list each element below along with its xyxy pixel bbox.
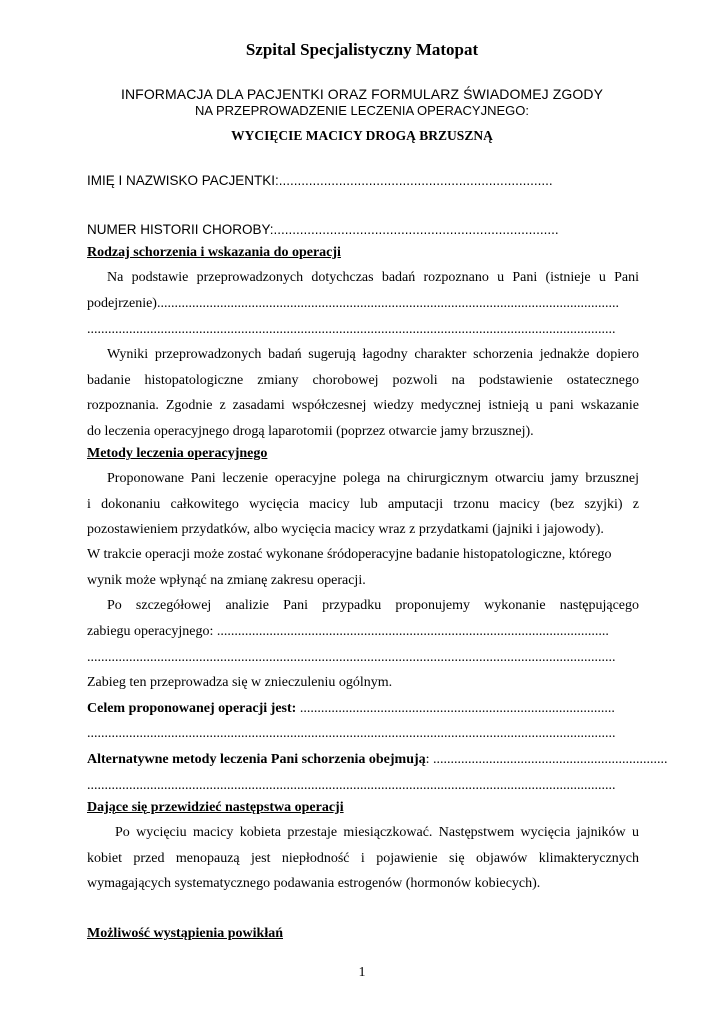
paragraph-line: Po szczegółowej analizie Pani przypadku proponujemy wykonanie następującego: [107, 598, 639, 613]
paragraph-line: Na podstawie przeprowadzonych dotychczas badań rozpoznano u Pani (istnieje u Pani: [107, 270, 639, 285]
anesthesia-note: Zabieg ten przeprowadza się w znieczuleniu ogólnym.: [87, 675, 393, 690]
alternatives-label: Alternatywne metody leczenia Pani schorzenia obejmują: [87, 752, 426, 767]
paragraph-line: wynik może wpłynąć na zmianę zakresu operacji.: [87, 573, 366, 588]
goal-label: Celem proponowanej operacji jest:: [87, 701, 297, 716]
alternatives-field[interactable]: [87, 752, 668, 768]
paragraph-line: Proponowane Pani leczenie operacyjne polega na chirurgicznym otwarciu jamy brzusznej: [107, 471, 639, 486]
paragraph-line: kobiet przed menopauzą jest niepłodność i pojawienie się objawów klimakterycznych: [87, 851, 639, 866]
paragraph-line: badanie histopatologiczne zmiany chorobowej pozwoli na podstawienie ostatecznego: [87, 373, 639, 388]
form-header-line2: NA PRZEPROWADZENIE LECZENIA OPERACYJNEGO:: [195, 103, 529, 118]
goal-dots: ..........................................................................................: [296, 701, 615, 716]
page-number: 1: [358, 965, 366, 980]
paragraph-line: Wyniki przeprowadzonych badań sugerują łagodny charakter schorzenia jednakże dopiero: [107, 347, 639, 362]
paragraph-line: pozostawieniem przydatków, albo wycięcia macicy wraz z przydatkami (jajniki i jajowody).: [87, 522, 604, 537]
section-heading-methods: Metody leczenia operacyjnego: [87, 446, 268, 461]
paragraph-line: wymagających systematycznego podawania estrogenów (hormonów kobiecych).: [87, 876, 541, 891]
section-heading-consequences: Dające się przewidzieć następstwa operacji: [87, 800, 344, 815]
procedure-title: WYCIĘCIE MACICY DROGĄ BRZUSZNĄ: [231, 128, 493, 143]
paragraph-line: do leczenia operacyjnego drogą laparotomii (poprzez otwarcie jamy brzusznej).: [87, 424, 534, 439]
goal-fill-line[interactable]: .......................................................................................................................................................: [87, 726, 616, 741]
patient-name-field[interactable]: IMIĘ I NAZWISKO PACJENTKI:.........................................................................: [87, 173, 553, 188]
paragraph-line: Po wycięciu macicy kobieta przestaje miesiączkować. Następstwem wycięcia jajników u: [115, 825, 639, 840]
form-header-line1: INFORMACJA DLA PACJENTKI ORAZ FORMULARZ ŚWIADOMEJ ZGODY: [120, 86, 604, 102]
section-heading-diagnosis: Rodzaj schorzenia i wskazania do operacji: [87, 245, 341, 260]
paragraph-line: rozpoznania. Zgodnie z zasadami współczesnej wiedzy medycznej istnieją u pani wskazanie: [87, 398, 639, 413]
paragraph-line: i dokonaniu całkowitego wycięcia macicy lub amputacji trzonu macicy (bez szyjki) z: [87, 497, 639, 512]
goal-field[interactable]: [87, 701, 639, 717]
hospital-name: Szpital Specjalistyczny Matopat: [245, 40, 479, 59]
diagnosis-fill-line[interactable]: podejrzenie)....................................................................................................................................: [87, 296, 619, 311]
section-heading-complications: Możliwość wystąpienia powikłań: [87, 926, 284, 941]
procedure-fill-line-2[interactable]: .......................................................................................................................................................: [87, 650, 616, 665]
alternatives-fill-line[interactable]: .......................................................................................................................................................: [87, 778, 616, 793]
procedure-fill-line[interactable]: zabiegu operacyjnego: ................................................................................................................: [87, 624, 609, 639]
history-number-field[interactable]: NUMER HISTORII CHOROBY:............................................................................: [87, 222, 559, 237]
alternatives-dots: : ...................................................................: [425, 752, 668, 767]
paragraph-line: W trakcie operacji może zostać wykonane śródoperacyjne badanie histopatologiczne, którego: [87, 547, 612, 562]
diagnosis-fill-line-2[interactable]: .......................................................................................................................................................: [87, 322, 616, 337]
